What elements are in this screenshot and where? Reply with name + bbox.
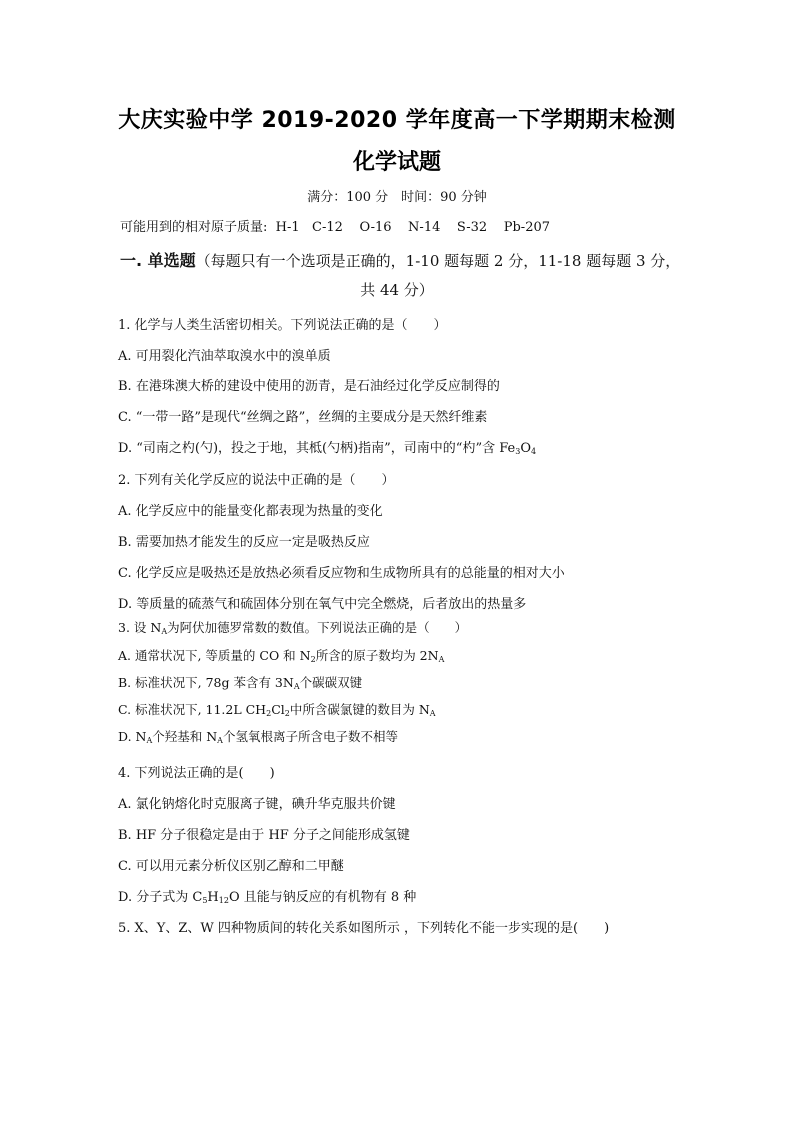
q1-option-d [118, 437, 536, 456]
q1-d-mid: O [520, 441, 531, 456]
q3-stem-sub: A [161, 627, 168, 636]
q3-option-a [118, 646, 444, 664]
q3-b-sub: A [293, 682, 300, 691]
q4-stem: 4. 下列说法正确的是( ) [118, 766, 275, 781]
q5-stem: 5. X、Y、Z、W 四种物质间的转化关系如图所示 ，下列转化不能一步实现的是( ) [118, 921, 610, 936]
q3-a-mid: 所含的原子数均为 2N [315, 648, 439, 663]
q3-c-mid: Cl [271, 702, 285, 717]
q3-d-pre: D. N [118, 729, 147, 744]
section-title: 一. 单选题 [120, 251, 196, 270]
q4-d-post: O 且能与钠反应的有机物有 8 种 [228, 890, 417, 905]
q1-d-text: D. “司南之杓(勺)，投之于地，其柢(勺柄)指南”，司南中的“杓”含 Fe [118, 441, 516, 456]
q3-stem [118, 618, 467, 636]
q3-a-sub2: A [438, 655, 445, 664]
q3-c-sub1: 2 [266, 709, 272, 718]
q3-b-post: 个碳碳双键 [299, 675, 363, 690]
q2-option-b: B. 需要加热才能发生的反应一定是吸热反应 [118, 535, 370, 550]
atomic-masses: 可能用到的相对原子质量: H-1 C-12 O-16 N-14 S-32 Pb-207 [120, 220, 551, 235]
q4-d-pre: D. 分子式为 C [118, 890, 203, 905]
exam-subtitle: 化学试题 [352, 150, 441, 175]
q3-d-post: 个氢氧根离子所含电子数不相等 [222, 729, 398, 744]
q4-option-b: B. HF 分子很稳定是由于 HF 分子之间能形成氢键 [118, 828, 410, 843]
q3-a-sub: 2 [310, 655, 316, 664]
q4-option-a: A. 氯化钠熔化时克服离子键，碘升华克服共价键 [118, 797, 396, 812]
exam-title: 大庆实验中学 2019-2020 学年度高一下学期期末检测 [118, 108, 676, 133]
q3-d-sub2: A [217, 736, 223, 745]
q1-stem: 1. 化学与人类生活密切相关。下列说法正确的是（ ） [118, 318, 447, 333]
q2-stem: 2. 下列有关化学反应的说法中正确的是（ ） [118, 473, 395, 488]
q1-option-a: A. 可用裂化汽油萃取溴水中的溴单质 [118, 349, 331, 364]
score-time-info: 满分：100 分 时间：90 分钟 [307, 190, 487, 205]
section-heading [120, 248, 680, 271]
section-instructions: （每题只有一个选项是正确的，1-10 题每题 2 分，11-18 题每题 3 分， [195, 252, 681, 270]
q3-a-pre: A. 通常状况下, 等质量的 CO 和 N [118, 648, 311, 663]
q1-d-sub2: 4 [531, 447, 537, 456]
q4-d-sub2: 12 [218, 896, 229, 905]
q3-option-c [118, 700, 436, 718]
q3-stem-pre: 3. 设 N [118, 620, 162, 635]
q3-c-sub3: A [429, 709, 436, 718]
q4-d-sub1: 5 [202, 896, 208, 905]
q4-option-d [118, 886, 416, 905]
q3-d-sub: A [146, 736, 153, 745]
q2-option-d: D. 等质量的硫蒸气和硫固体分别在氧气中完全燃烧，后者放出的热量多 [118, 597, 527, 612]
q2-option-c: C. 化学反应是吸热还是放热必须看反应物和生成物所具有的总能量的相对大小 [118, 566, 565, 581]
q3-c-pre: C. 标准状况下, 11.2L CH [118, 702, 267, 717]
q1-d-sub1: 3 [515, 447, 521, 456]
q3-stem-post: 为阿伏加德罗常数的数值。下列说法正确的是（ ） [167, 620, 468, 635]
q4-d-mid: H [207, 890, 219, 905]
q3-option-b [118, 673, 362, 691]
q4-option-c: C. 可以用元素分析仪区别乙醇和二甲醚 [118, 859, 344, 874]
q3-b-pre: B. 标准状况下, 78g 苯含有 3N [118, 675, 294, 690]
q3-c-post: 中所含碳氯键的数目为 N [289, 702, 430, 717]
q2-option-a: A. 化学反应中的能量变化都表现为热量的变化 [118, 504, 383, 519]
q1-option-b: B. 在港珠澳大桥的建设中使用的沥青，是石油经过化学反应制得的 [118, 379, 500, 394]
q1-option-c: C. “一带一路”是现代“丝绸之路”，丝绸的主要成分是天然纤维素 [118, 410, 488, 425]
q3-option-d [118, 727, 398, 745]
q3-d-mid: 个羟基和 N [152, 729, 218, 744]
q3-c-sub2: 2 [284, 709, 290, 718]
section-instructions-end: 共 44 分） [360, 281, 434, 299]
